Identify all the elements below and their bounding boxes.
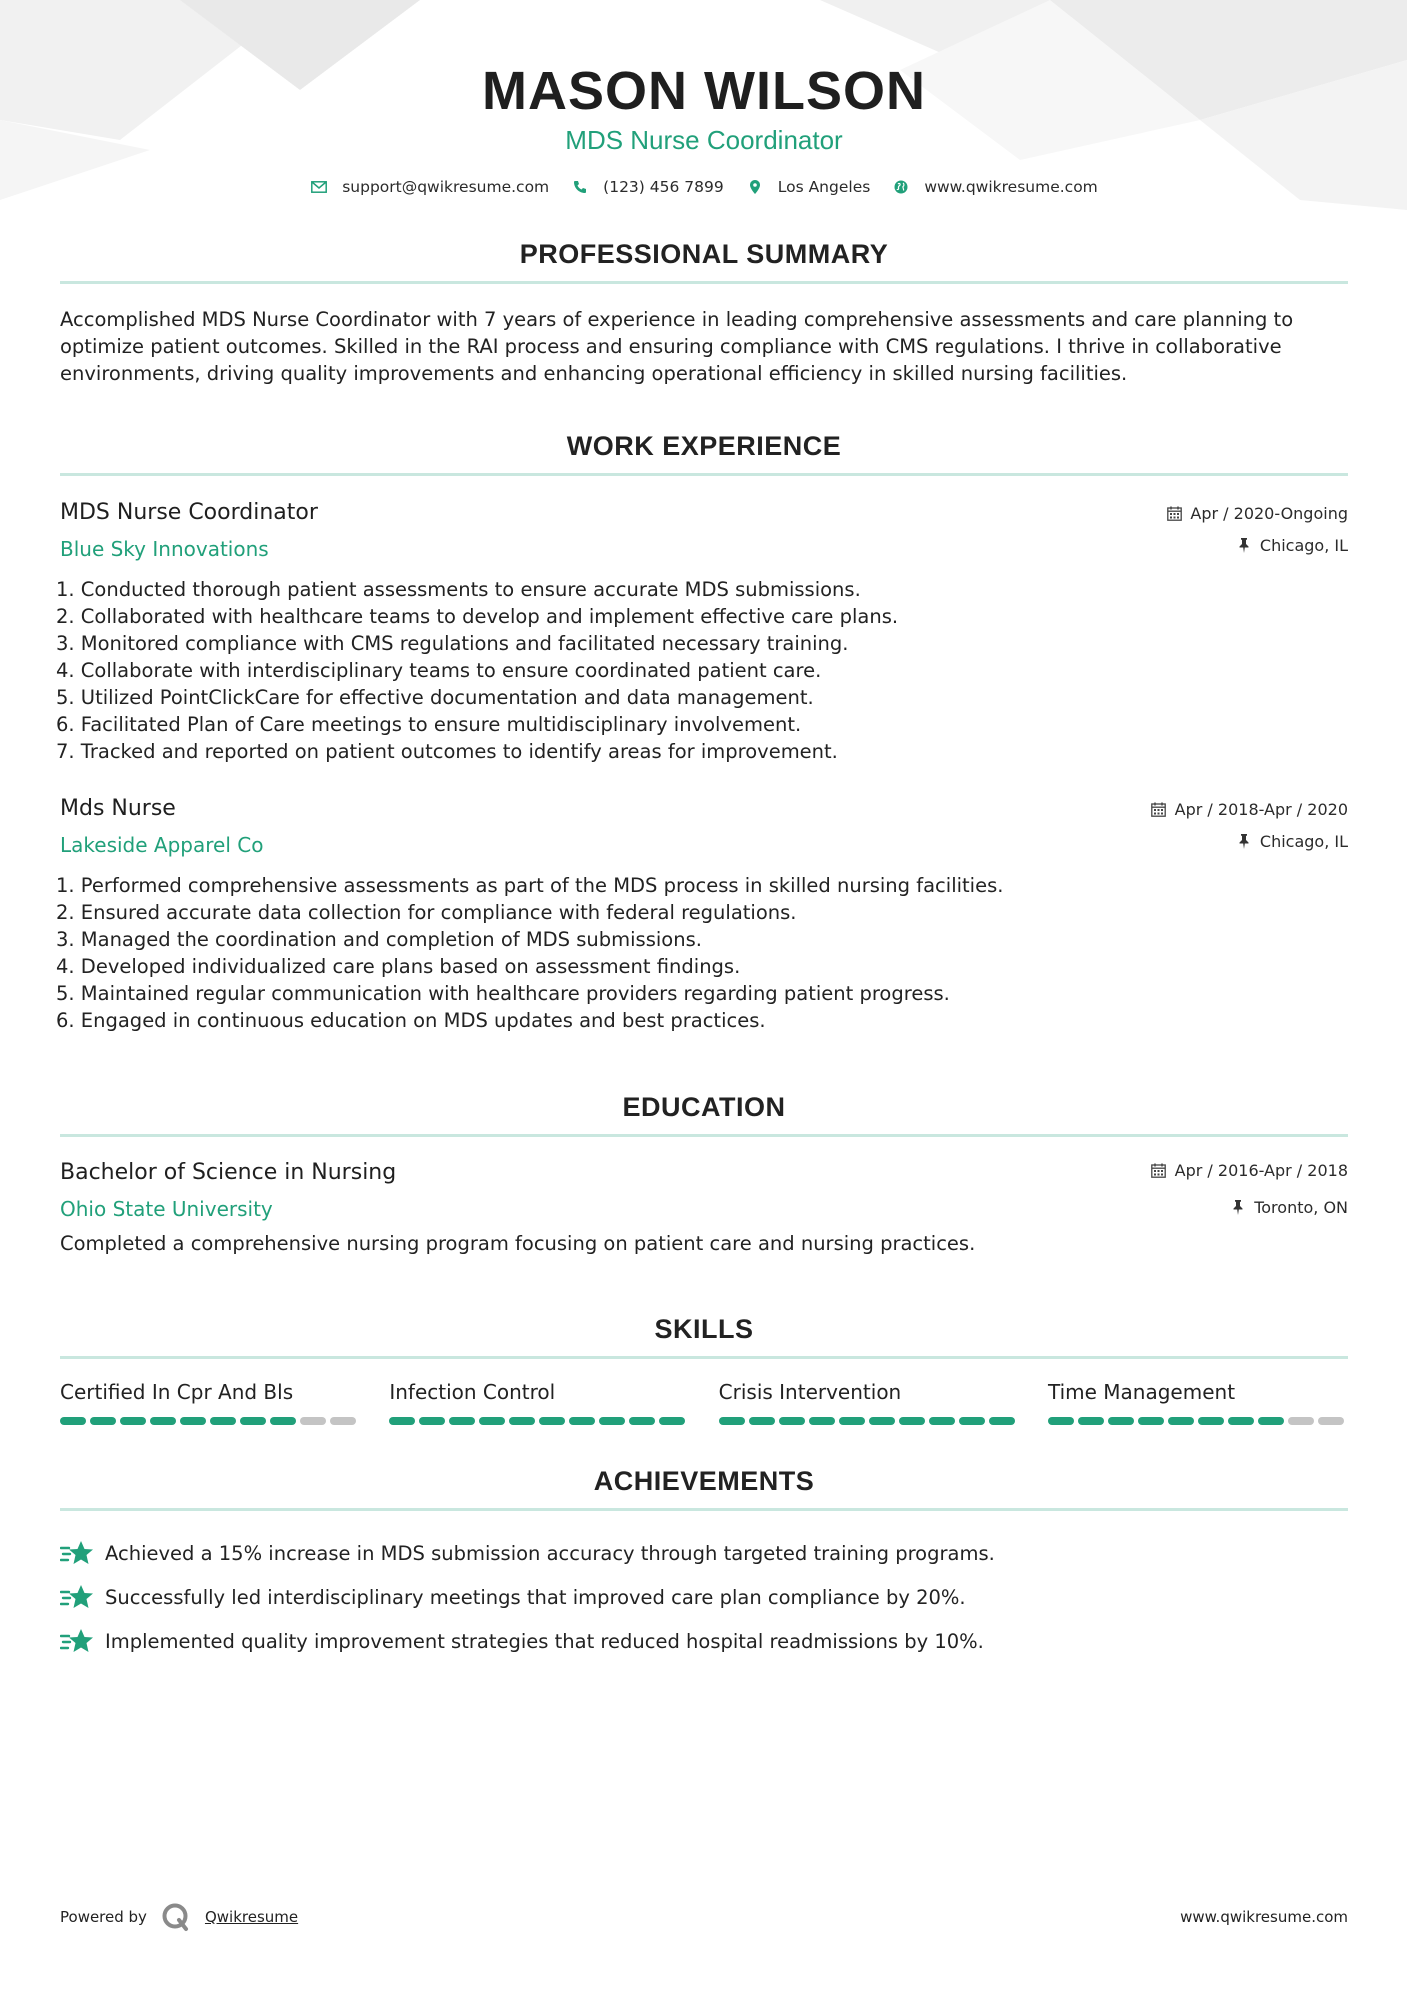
skill-level-segment [1258,1417,1284,1425]
skill-level-segment [60,1417,86,1425]
skill-level-segment [330,1417,356,1425]
skill-name: Certified In Cpr And Bls [60,1380,294,1404]
skill-level-segment [270,1417,296,1425]
skill-level-segment [629,1417,655,1425]
powered-by [60,1902,298,1932]
brand-link[interactable]: Qwikresume [204,1908,299,1926]
skill-level-segment [659,1417,685,1425]
calendar-icon [1151,1162,1167,1178]
job-location-text: Chicago, IL [1259,831,1348,851]
skill-level-bar [1048,1417,1348,1425]
job-entry [56,795,1348,1034]
calendar-icon [1151,801,1167,817]
section-divider [60,473,1348,476]
list-item: 6. Facilitated Plan of Care meetings to ensure multidisciplinary involvement. [56,713,802,736]
skill-item [719,1379,1019,1425]
job-location [1166,534,1348,556]
skills-title: SKILLS [654,1314,754,1344]
contact-phone-text: (123) 456 7899 [603,178,724,196]
achievement-item [60,1575,1348,1619]
skill-level-segment [150,1417,176,1425]
skill-level-segment [719,1417,745,1425]
contact-website[interactable] [892,178,1097,196]
skill-level-segment [449,1417,475,1425]
skill-level-segment [929,1417,955,1425]
list-item: 3. Managed the coordination and completion of MDS submissions. [56,928,702,951]
contact-bar [60,178,1348,196]
list-item: 3. Monitored compliance with CMS regulations and facilitated necessary training. [56,632,849,655]
skill-level-segment [569,1417,595,1425]
skill-level-bar [719,1417,1019,1425]
job-bullets [56,872,1348,1034]
experience-section [56,429,1348,1034]
skill-item [60,1379,360,1425]
pushpin-icon [1236,537,1252,553]
envelope-icon [310,178,328,196]
education-title: EDUCATION [622,1092,786,1122]
skill-level-segment [839,1417,865,1425]
degree-title: Bachelor of Science in Nursing [60,1160,397,1185]
resume-header [60,0,1348,196]
skill-level-segment [1168,1417,1194,1425]
skill-name: Crisis Intervention [718,1380,902,1404]
summary-section [60,237,1348,387]
education-dates [1151,1159,1348,1181]
education-section [60,1090,1348,1257]
skill-level-segment [210,1417,236,1425]
candidate-name: MASON WILSON [482,61,926,121]
achievement-text: Implemented quality improvement strategies that reduced hospital readmissions by 10%. [105,1629,984,1653]
achievements-section [60,1464,1348,1663]
skill-level-segment [599,1417,625,1425]
job-bullets [56,576,1348,765]
education-location [1151,1196,1348,1218]
calendar-icon [1166,505,1182,521]
list-item: 5. Maintained regular communication with healthcare providers regarding patient progress. [56,982,950,1005]
school-name: Ohio State University [60,1197,273,1221]
job-location [1151,830,1348,852]
job-dates-text: Apr / 2018-Apr / 2020 [1174,799,1348,819]
map-marker-icon [746,178,764,196]
resume-page [56,0,1348,1663]
achievements-title: ACHIEVEMENTS [593,1466,815,1496]
skill-level-segment [959,1417,985,1425]
skill-level-bar [389,1417,689,1425]
skill-level-segment [1318,1417,1344,1425]
experience-title: WORK EXPERIENCE [566,431,842,461]
star-achievement-icon [60,1539,94,1567]
list-item: 7. Tracked and reported on patient outcomes to identify areas for improvement. [56,740,838,763]
star-achievement-icon [60,1627,94,1655]
footer-website-link[interactable]: www.qwikresume.com [1180,1908,1348,1926]
section-divider [60,1356,1348,1359]
job-dates [1166,502,1348,524]
skill-level-segment [240,1417,266,1425]
skill-level-bar [60,1417,360,1425]
skill-level-segment [1198,1417,1224,1425]
job-title: Mds Nurse [60,796,176,821]
achievement-item [60,1531,1348,1575]
skill-level-segment [90,1417,116,1425]
education-dates-text: Apr / 2016-Apr / 2018 [1174,1160,1348,1180]
skill-level-segment [1048,1417,1074,1425]
section-divider [60,1134,1348,1137]
achievement-text: Achieved a 15% increase in MDS submission accuracy through targeted training programs. [105,1541,995,1565]
achievements-list [60,1531,1348,1663]
contact-website-text: www.qwikresume.com [924,178,1098,196]
education-description: Completed a comprehensive nursing program focusing on patient care and nursing practices. [60,1232,976,1255]
skill-level-segment [180,1417,206,1425]
list-item: 4. Collaborate with interdisciplinary teams to ensure coordinated patient care. [56,659,822,682]
skills-row [60,1379,1348,1425]
education-location-text: Toronto, ON [1254,1197,1348,1217]
achievement-text: Successfully led interdisciplinary meetings that improved care plan compliance by 20%. [105,1585,966,1609]
skill-level-segment [1228,1417,1254,1425]
skill-level-segment [899,1417,925,1425]
list-item: 1. Conducted thorough patient assessments to ensure accurate MDS submissions. [56,578,861,601]
skill-level-segment [539,1417,565,1425]
summary-title: PROFESSIONAL SUMMARY [519,239,889,269]
list-item: 4. Developed individualized care plans based on assessment findings. [56,955,741,978]
section-divider [60,281,1348,284]
contact-location [746,178,871,196]
skill-level-segment [120,1417,146,1425]
job-company: Lakeside Apparel Co [60,833,264,857]
contact-email[interactable] [310,178,549,196]
achievement-item [60,1619,1348,1663]
job-dates-text: Apr / 2020-Ongoing [1190,503,1348,523]
list-item: 6. Engaged in continuous education on MDS updates and best practices. [56,1009,766,1032]
skill-name: Time Management [1047,1380,1236,1404]
globe-icon [892,178,910,196]
powered-by-label: Powered by [60,1908,147,1926]
skill-name: Infection Control [389,1380,556,1404]
list-item: 2. Collaborated with healthcare teams to develop and implement effective care plans. [56,605,899,628]
skill-level-segment [749,1417,775,1425]
job-dates [1151,798,1348,820]
list-item: 2. Ensured accurate data collection for compliance with federal regulations. [56,901,797,924]
page-footer [60,1902,1348,1932]
skill-level-segment [479,1417,505,1425]
skill-level-segment [1138,1417,1164,1425]
pushpin-icon [1230,1199,1246,1215]
job-company: Blue Sky Innovations [60,537,269,561]
star-achievement-icon [60,1583,94,1611]
skill-level-segment [1288,1417,1314,1425]
contact-email-text: support@qwikresume.com [342,178,550,196]
list-item: 5. Utilized PointClickCare for effective documentation and data management. [56,686,814,709]
skill-level-segment [509,1417,535,1425]
education-entry [60,1159,1348,1257]
phone-icon [571,178,589,196]
skills-section [60,1312,1348,1425]
skill-level-segment [1108,1417,1134,1425]
skill-level-segment [419,1417,445,1425]
contact-phone[interactable] [571,178,724,196]
qwikresume-logo-icon [161,1902,191,1932]
skill-item [389,1379,689,1425]
skill-level-segment [869,1417,895,1425]
skill-level-segment [389,1417,415,1425]
pushpin-icon [1236,833,1252,849]
candidate-role: MDS Nurse Coordinator [565,125,843,155]
skill-item [1048,1379,1348,1425]
list-item: 1. Performed comprehensive assessments as part of the MDS process in skilled nursing facilities. [56,874,1004,897]
job-title: MDS Nurse Coordinator [60,500,318,525]
job-entry [56,499,1348,765]
section-divider [60,1508,1348,1511]
skill-level-segment [809,1417,835,1425]
skill-level-segment [989,1417,1015,1425]
summary-text: Accomplished MDS Nurse Coordinator with 7 years of experience in leading comprehensive assessments and care planning to optimize patient outcomes. Skilled in the RAI process and ensuring compliance with CMS regulations. I thrive in collaborative environments, driving quality improvements and enhancing operational efficiency in skilled nursing facilities. [60,308,1294,385]
skill-level-segment [300,1417,326,1425]
skill-level-segment [1078,1417,1104,1425]
contact-location-text: Los Angeles [777,178,871,196]
job-location-text: Chicago, IL [1259,535,1348,555]
skill-level-segment [779,1417,805,1425]
